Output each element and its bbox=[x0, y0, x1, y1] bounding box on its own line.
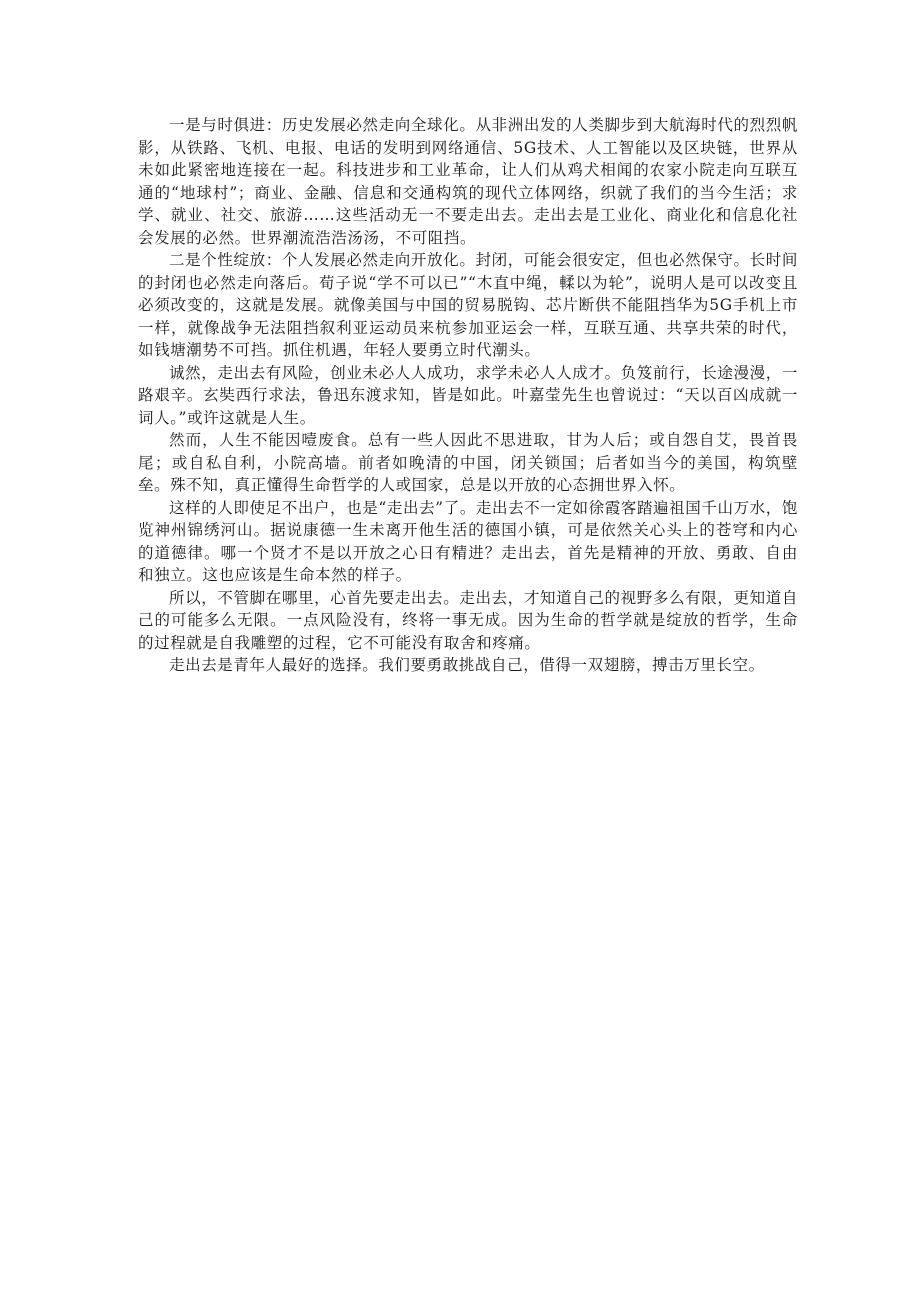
paragraph-1: 一是与时俱进：历史发展必然走向全球化。从非洲出发的人类脚步到大航海时代的烈烈帆影，从铁路、飞机、电报、电话的发明到网络通信、5G技术、人工智能以及区块链，世界从未如此紧密地连接在一起。科技进步和工业革命，让人们从鸡犬相闻的农家小院走向互联互通的“地球村”；商业、金融、信息和交通构筑的现代立体网络，织就了我们的当今生活；求学、就业、社交、旅游……这些活动无一不要走出去。走出去是工业化、商业化和信息化社会发展的必然。世界潮流浩浩汤汤，不可阻挡。 bbox=[138, 116, 798, 247]
essay-body bbox=[138, 114, 798, 677]
paragraph-4: 然而，人生不能因噎废食。总有一些人因此不思进取，甘为人后；或自怨自艾，畏首畏尾；或自私自利，小院高墙。前者如晚清的中国，闭关锁国；后者如当今的美国，构筑壁垒。殊不知，真正懂得生命哲学的人或国家，总是以开放的心态拥世界入怀。 bbox=[138, 431, 798, 494]
paragraph-3: 诚然，走出去有风险，创业未必人人成功，求学未必人人成才。负笈前行，长途漫漫，一路艰辛。玄奘西行求法，鲁迅东渡求知，皆是如此。叶嘉莹先生也曾说过：“天以百凶成就一词人。”或许这就是人生。 bbox=[138, 363, 798, 427]
paragraph-7: 走出去是青年人最好的选择。我们要勇敢挑战自己，借得一双翅膀，搏击万里长空。 bbox=[169, 656, 765, 674]
paragraph-6: 所以，不管脚在哪里，心首先要走出去。走出去，才知道自己的视野多么有限，更知道自己的可能多么无限。一点风险没有，终将一事无成。因为生命的哲学就是绽放的哲学，生命的过程就是自我雕塑的过程，它不可能没有取舍和疼痛。 bbox=[138, 588, 798, 652]
paragraph-5: 这样的人即使足不出户，也是“走出去”了。走出去不一定如徐霞客踏遍祖国千山万水，饱览神州锦绣河山。据说康德一生未离开他生活的德国小镇，可是依然关心头上的苍穹和内心的道德律。哪一个贤才不是以开放之心日有精进？走出去，首先是精神的开放、勇敢、自由和独立。这也应该是生命本然的样子。 bbox=[138, 498, 798, 584]
paragraph-2: 二是个性绽放：个人发展必然走向开放化。封闭，可能会很安定，但也必然保守。长时间的封闭也必然走向落后。荀子说“学不可以已”“木直中绳，輮以为轮”，说明人是可以改变且必须改变的，这就是发展。就像美国与中国的贸易脱钩、芯片断供不能阻挡华为5G手机上市一样，就像战争无法阻挡叙利亚运动员来杭参加亚运会一样，互联互通、共享共荣的时代，如钱塘潮势不可挡。抓住机遇，年轻人要勇立时代潮头。 bbox=[138, 251, 798, 359]
